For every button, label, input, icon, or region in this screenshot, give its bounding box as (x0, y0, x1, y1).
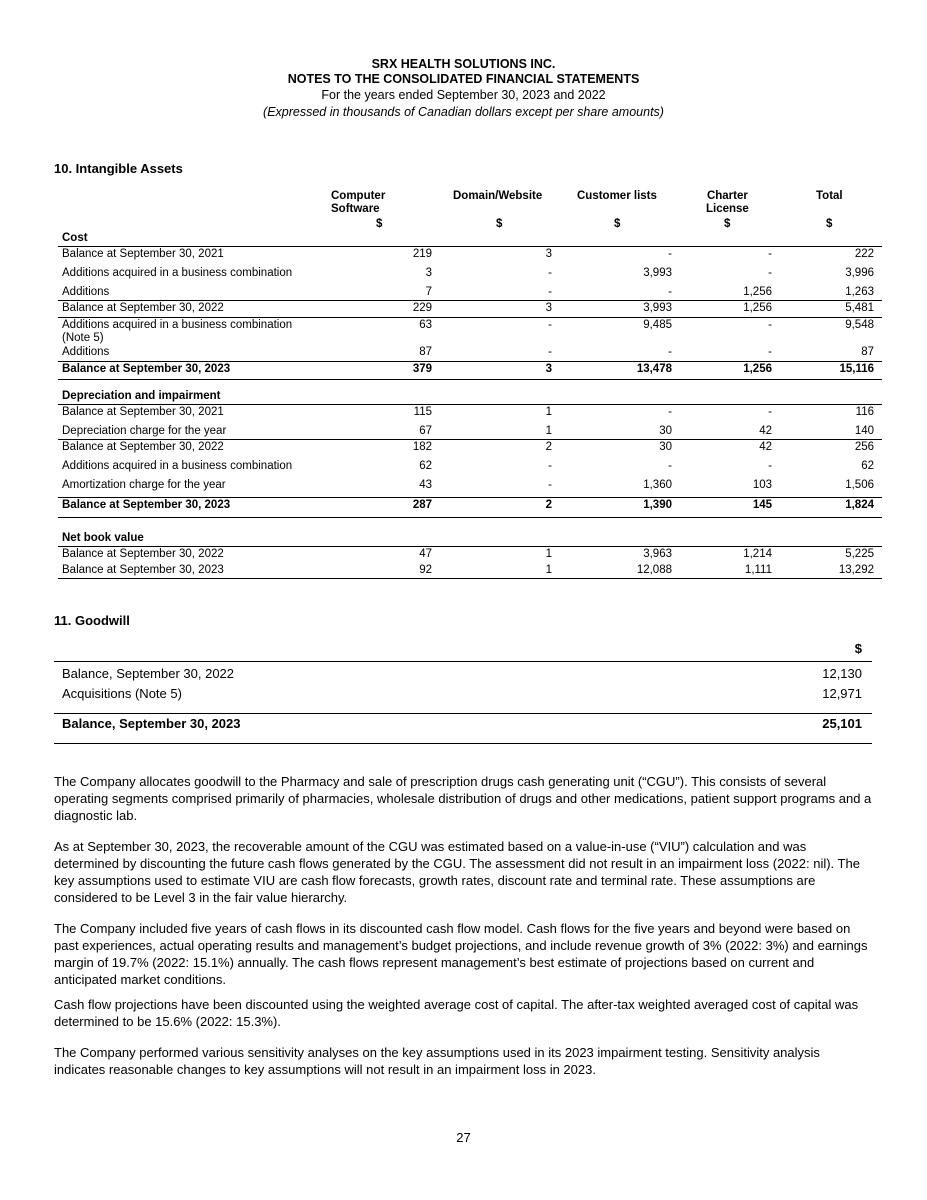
table-rule (58, 379, 882, 380)
table-row (62, 302, 882, 318)
table-row (62, 441, 882, 457)
cell-value: 3 (545, 363, 552, 375)
cell-value: 30 (659, 425, 672, 437)
cell-value: 145 (752, 499, 772, 511)
row-label: Additions acquired in a business combination (62, 267, 293, 279)
document-title: NOTES TO THE CONSOLIDATED FINANCIAL STATEMENTS (287, 72, 640, 86)
row-label: Additions (62, 346, 110, 358)
cell-value: - (768, 346, 772, 358)
cell-value: 219 (412, 248, 432, 260)
cell-value: 379 (412, 363, 432, 375)
cell-value: 87 (861, 346, 874, 358)
table-rule (58, 497, 882, 498)
row-label: Balance at September 30, 2022 (62, 441, 224, 453)
cell-value: - (768, 248, 772, 260)
cell-value: - (668, 346, 672, 358)
section-heading-intangibles: 10. Intangible Assets (54, 161, 183, 176)
paragraph: The Company performed various sensitivity analyses on the key assumptions used in its 2023 impairment testing. Sensitivity analysis indicates reasonable changes to key assumptions will not result in an impairment loss in 2023. (54, 1045, 820, 1077)
cell-value: 3,993 (643, 267, 672, 279)
table-rule (58, 439, 882, 440)
table-rule (58, 246, 882, 247)
cell-value: - (668, 460, 672, 472)
cell-value: 92 (419, 564, 432, 576)
cell-value: 13,478 (636, 363, 672, 375)
paragraph: The Company allocates goodwill to the Pharmacy and sale of prescription drugs cash generating unit (“CGU”). This consists of several operating segments comprised primarily of pharmacies, wholesale distribution of drugs and other medications, patient support programs and a diagnostic lab. (54, 774, 872, 823)
table-row (62, 499, 882, 515)
cell-value: 15,116 (839, 363, 874, 375)
row-label: Depreciation charge for the year (62, 425, 227, 437)
row-label: Balance at September 30, 2021 (62, 406, 224, 418)
cell-value: 1,256 (743, 286, 772, 298)
table-row (62, 479, 882, 495)
cell-value: 115 (413, 406, 432, 418)
col-header-charter-license: Charter License (706, 190, 749, 215)
table-row (62, 406, 882, 422)
row-label-continued: (Note 5) (62, 332, 104, 344)
row-label: Balance at September 30, 2021 (62, 248, 224, 260)
cell-value: 2 (545, 499, 552, 511)
cell-value: 67 (419, 425, 432, 437)
cell-value: 1,390 (643, 499, 672, 511)
row-label: Additions acquired in a business combination (62, 460, 293, 472)
table-row (62, 248, 882, 264)
cell-value: 42 (759, 425, 772, 437)
cell-value: 9,548 (845, 319, 874, 331)
cell-value: 229 (412, 302, 432, 314)
cell-value: - (548, 346, 552, 358)
cell-value: 1,263 (845, 286, 874, 298)
row-label: Amortization charge for the year (62, 479, 226, 491)
cell-value: 2 (545, 441, 552, 453)
page-number: 27 (456, 1130, 471, 1145)
row-label: Balance at September 30, 2022 (62, 302, 224, 314)
table-row (62, 267, 882, 283)
cell-value: - (768, 267, 772, 279)
col-header-customer-lists: Customer lists (577, 190, 657, 202)
table-rule (58, 546, 882, 547)
cell-value: 47 (419, 548, 432, 560)
cell-value: - (548, 460, 552, 472)
company-name: SRX HEALTH SOLUTIONS INC. (371, 57, 556, 71)
currency-symbol: $ (826, 218, 833, 230)
cell-value: 12,088 (636, 564, 672, 576)
row-label: Balance at September 30, 2023 (62, 363, 231, 375)
cell-value: 9,485 (643, 319, 672, 331)
table-rule (58, 361, 882, 362)
subsection-depreciation: Depreciation and impairment (62, 390, 221, 402)
cell-value: 1,256 (743, 302, 772, 314)
units-note: (Expressed in thousands of Canadian dollars except per share amounts) (263, 105, 664, 119)
cell-value: 222 (854, 248, 874, 260)
table-rule (58, 578, 882, 579)
cell-value: 1,111 (744, 564, 772, 576)
row-label: Additions acquired in a business combination (62, 319, 293, 331)
table-rule (58, 517, 882, 518)
currency-symbol: $ (854, 641, 862, 656)
row-label: Balance at September 30, 2023 (62, 499, 231, 511)
subsection-net-book-value: Net book value (62, 532, 144, 544)
paragraph: As at September 30, 2023, the recoverable amount of the CGU was estimated based on a value-in-use (“VIU”) calculation and was determined by discounting the future cash flows generated by the CGU. The assessment did not result in an impairment loss (2022: nil). The key assumptions used to estimate VIU are cash flow forecasts, growth rates, discount rate and terminal rate. These assumptions are considered to be Level 3 in the fair value hierarchy. (54, 839, 860, 905)
cell-value: 62 (419, 460, 432, 472)
table-row (62, 548, 882, 564)
cell-value: 1 (545, 548, 552, 560)
cell-value: - (548, 267, 552, 279)
row-label: Balance at September 30, 2022 (62, 548, 224, 560)
cell-value: - (668, 286, 672, 298)
cell-value: 87 (419, 346, 432, 358)
cell-value: 3 (425, 267, 432, 279)
table-row (62, 460, 882, 476)
currency-symbol: $ (724, 218, 731, 230)
cell-value: 30 (659, 441, 672, 453)
cell-value: 43 (419, 479, 432, 491)
cell-value: 62 (861, 460, 874, 472)
paragraph: The Company included five years of cash flows in its discounted cash flow model. Cash flows for the five years and beyond were based on past experiences, actual operating results and management’s budget projections, and include revenue growth of 3% (2022: 3%) and earnings margin of 19.7% (2022: 15.1%) annually. The cash flows represent management’s best estimate of projections based on current and anticipated market conditions. (54, 921, 868, 987)
cell-value: 5,225 (845, 548, 874, 560)
cell-value: 3,993 (643, 302, 672, 314)
cell-value: 1 (545, 406, 552, 418)
cell-value: 1,214 (743, 548, 772, 560)
table-rule (54, 713, 872, 714)
currency-symbol: $ (376, 218, 383, 230)
cell-value: 3 (545, 302, 552, 314)
cell-value: - (668, 406, 672, 418)
cell-value: - (548, 479, 552, 491)
paragraph: Cash flow projections have been discounted using the weighted average cost of capital. The after-tax weighted averaged cost of capital was determined to be 15.6% (2022: 15.3%). (54, 997, 859, 1029)
cell-value: 1 (545, 425, 552, 437)
cell-value: 3,963 (643, 548, 672, 560)
cell-value: 1,360 (643, 479, 672, 491)
cell-value: - (548, 286, 552, 298)
cell-value: 1,506 (845, 479, 874, 491)
cell-value: 103 (752, 479, 772, 491)
cell-value: 182 (412, 441, 432, 453)
col-header-computer-software: Computer Software (331, 190, 386, 215)
table-row (62, 363, 882, 379)
cell-value: 7 (425, 286, 432, 298)
cell-value: 3 (545, 248, 552, 260)
currency-symbol: $ (614, 218, 621, 230)
row-label: Additions (62, 286, 110, 298)
col-header-domain-website: Domain/Website (453, 190, 543, 202)
table-rule (54, 743, 872, 744)
cell-value: - (768, 406, 772, 418)
section-heading-goodwill: 11. Goodwill (54, 613, 130, 628)
cell-value: 256 (854, 441, 874, 453)
cell-value: 1,824 (845, 499, 874, 511)
cell-value: 3,996 (845, 267, 874, 279)
cell-value: 1 (545, 564, 552, 576)
cell-value: 63 (419, 319, 432, 331)
row-label: Balance at September 30, 2023 (62, 564, 224, 576)
cell-value: - (548, 319, 552, 331)
cell-value: 287 (412, 499, 432, 511)
cell-value: - (668, 248, 672, 260)
table-rule (54, 661, 872, 662)
table-rule (58, 317, 882, 318)
cell-value: 13,292 (838, 564, 874, 576)
subsection-cost: Cost (62, 232, 88, 244)
cell-value: 140 (854, 425, 874, 437)
reporting-period: For the years ended September 30, 2023 and 2022 (321, 88, 606, 102)
cell-value: 5,481 (845, 302, 874, 314)
cell-value: 116 (855, 406, 874, 418)
cell-value: - (768, 319, 772, 331)
cell-value: 1,256 (743, 363, 772, 375)
table-row (62, 319, 882, 344)
col-header-total: Total (816, 190, 843, 202)
cell-value: - (768, 460, 772, 472)
currency-symbol: $ (496, 218, 503, 230)
table-rule (58, 404, 882, 405)
table-row (62, 346, 882, 362)
table-rule (58, 300, 882, 301)
cell-value: 42 (759, 441, 772, 453)
